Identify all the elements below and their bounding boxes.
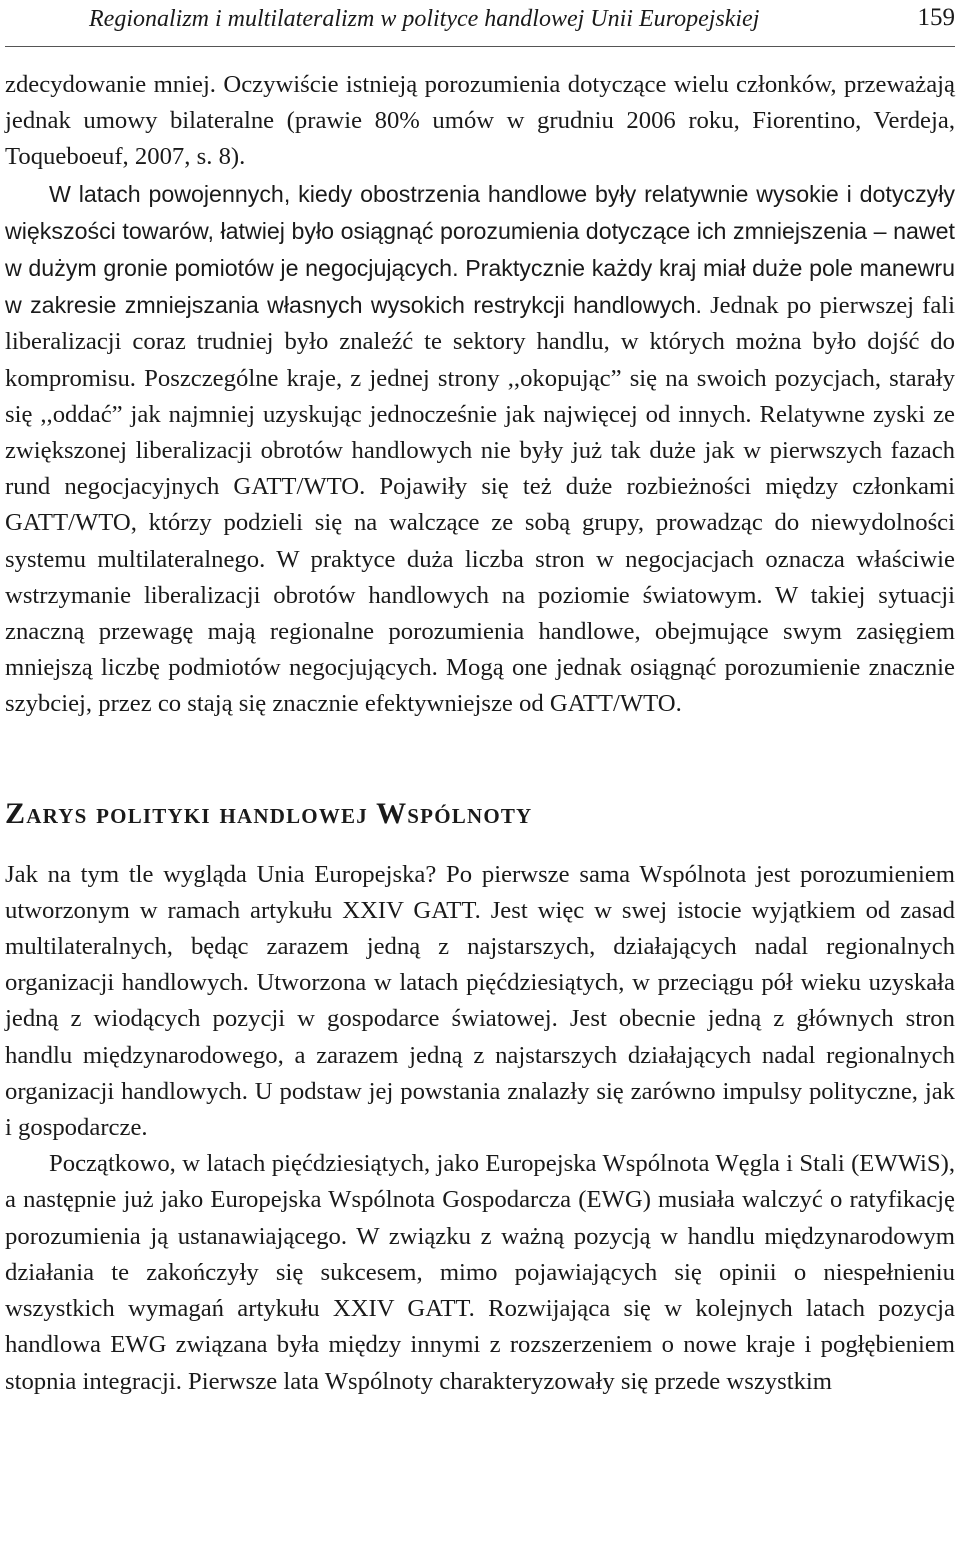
book-page: [5, 0, 955, 1564]
paragraph-1: [5, 67, 955, 723]
paragraph-1-sans-text: W latach powojennych, kiedy obostrzenia handlowe były relatywnie wysokie i dotyczyły większości towarów, łatwiej było osiągnąć porozumienia dotyczące ich zmniejszenia – nawet w dużym gronie pomiotów je negocjujących. Praktycznie każdy kraj miał duże pole manewru w zakresie zmniejszania własnych wysokich restrykcji handlowych.: [5, 180, 955, 319]
running-header: [5, 0, 955, 47]
paragraph-4: Początkowo, w latach pięćdziesiątych, jako Europejska Wspólnota Węgla i Stali (EWWiS), a następnie już jako Europejska Wspólnota Gospodarcza (EWG) musiała walczyć o ratyfikację porozumienia ją ustanawiającego. W związku z ważną pozycją w handlu międzynarodowym działania te zakończyły się sukcesem, mimo pojawiających się opinii o niespełnieniu wszystkich wymagań artykułu XXIV GATT. Rozwijająca się w kolejnych latach pozycja handlowa EWG związana była między innymi z rozszerzeniem o nowe kraje i pogłębieniem stopnia integracji. Pierwsze lata Wspólnoty charakteryzowały się przede wszystkim: [5, 1150, 955, 1395]
paragraph-3: Jak na tym tle wygląda Unia Europejska? Po pierwsze sama Wspólnota jest porozumieniem utworzonym w ramach artykułu XXIV GATT. Jest więc w swej istocie wyjątkiem od zasad multilateralnych, będąc zarazem jedną z najstarszych, działających nadal regionalnych organizacji handlowych. Utworzona w latach pięćdziesiątych, w przeciągu pół wieku uzyskała jedną z wiodących pozycji w gospodarce światowej. Jest obecnie jedną z głównych stron handlu międzynarodowego, a zarazem jedną z najstarszych działających nadal regionalnych organizacji handlowych. U podstaw jej powstania znalazły się zarówno impulsy polityczne, jak i gospodarcze.: [5, 860, 955, 1142]
paragraph-1-text-a: zdecydowanie mniej. Oczywiście istnieją porozumienia dotyczące wielu członków, przeważają jednak umowy bilateralne (prawie 80% umów w grudniu 2006 roku, Fiorentino, Verdeja, Toqueboeuf, 2007, s. 8).: [5, 71, 955, 171]
page-number: 159: [917, 4, 955, 31]
section-heading: Zarys polityki handlowej Wspólnoty: [5, 796, 533, 830]
paragraph-1-text-b: Jednak po pierwszej fali liberalizacji coraz trudniej było znaleźć te sektory handlu, w których można było dojść do kompromisu. Poszczególne kraje, z jednej strony ,,okopując” się na swoich pozycjach, starały się ,,oddać” jak najmniej uzyskując jednocześnie jak najwięcej od innych. Relatywne zyski ze zwiększonej liberalizacji obrotów handlowych nie były już tak duże jak w pierwszych fazach rund negocjacyjnych GATT/WTO. Pojawiły się też duże rozbieżności między członkami GATT/WTO, którzy podzieli się na walczące ze sobą grupy, prowadząc do niewydolności systemu multilateralnego. W praktyce duża liczba stron w negocjacjach oznacza właściwie wstrzymanie liberalizacji obrotów handlowych na poziomie światowym. W takiej sytuacji znaczną przewagę mają regionalne porozumienia handlowe, obejmujące swym zasięgiem mniejszą liczbę podmiotów negocjujących. Mogą one jednak osiągnąć porozumienie znacznie szybciej, przez co stają się znacznie efektywniejsze od GATT/WTO.: [5, 292, 956, 718]
running-title: Regionalizm i multilateralizm w polityce handlowej Unii Europejskiej: [89, 6, 760, 32]
